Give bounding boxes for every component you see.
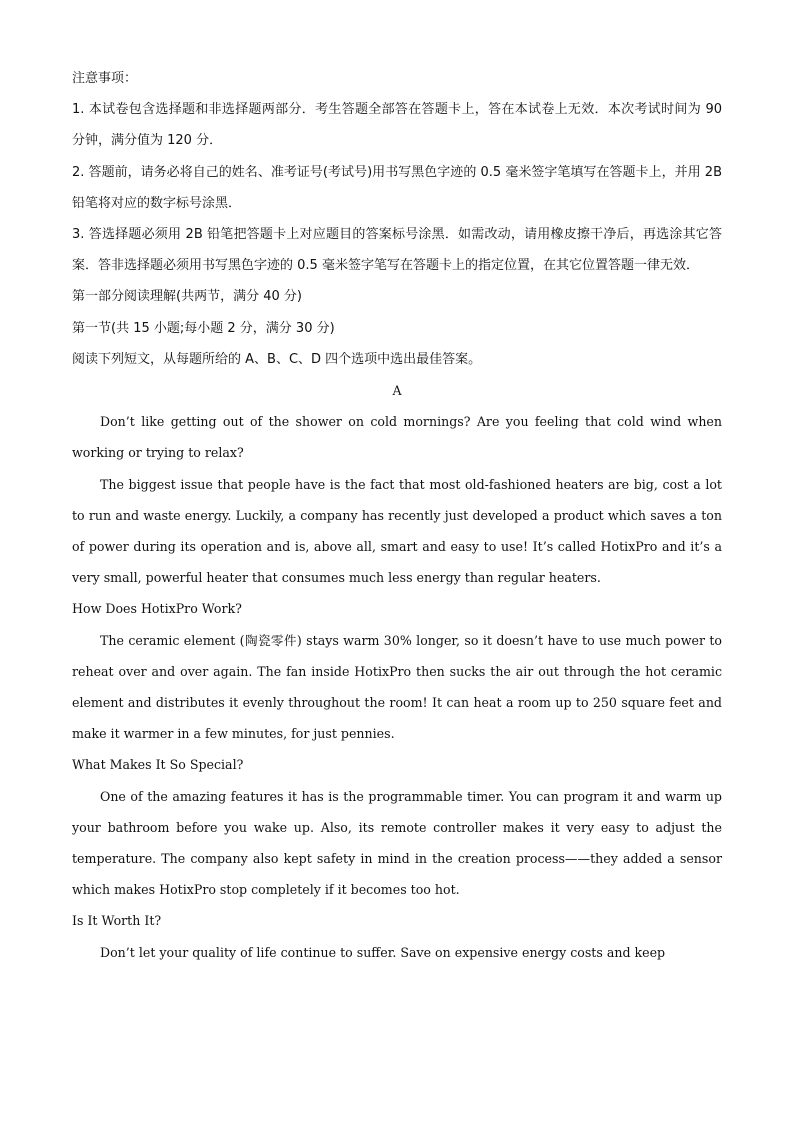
passage-subheading-3: Is It Worth It? [72, 913, 162, 929]
notice-item-1: 1. 本试卷包含选择题和非选择题两部分．考生答题全部答在答题卡上，答在本试卷上无效．本次考试时间为 90 分钟，满分值为 120 分． [72, 102, 722, 149]
passage-paragraph-2: The biggest issue that people have is the fact that most old-fashioned heaters are big, cost a lot to run and waste energy. Luckily, a company has recently just developed a product which saves a ton of power during its operation and is, above all, smart and easy to use! It’s called HotixPro and it’s a very small, powerful heater that consumes much less energy than regular heaters. [72, 476, 722, 586]
passage-paragraph-4: One of the amazing features it has is the programmable timer. You can program it and warm up your bathroom before you wake up. Also, its remote controller makes it very easy to adjust the temperature. The company also kept safety in mind in the creation process——they added a sensor which makes HotixPro stop completely if it becomes too hot. [72, 788, 722, 898]
section-instruction: 阅读下列短文，从每题所给的 A、B、C、D 四个选项中选出最佳答案。 [72, 351, 482, 367]
part-title: 第一部分阅读理解(共两节，满分 40 分) [72, 289, 302, 305]
notice-heading: 注意事项： [72, 71, 138, 86]
passage-paragraph-5: Don’t let your quality of life continue to suffer. Save on expensive energy costs and keep [100, 944, 666, 960]
passage-subheading-1: How Does HotixPro Work? [72, 601, 242, 617]
notice-item-2: 2. 答题前，请务必将自己的姓名、准考证号(考试号)用书写黑色字迹的 0.5 毫米签字笔填写在答题卡上，并用 2B 铅笔将对应的数字标号涂黑． [72, 164, 722, 211]
passage-paragraph-1: Don’t like getting out of the shower on cold mornings? Are you feeling that cold wind when working or trying to relax? [72, 414, 722, 461]
passage-paragraph-3: The ceramic element (陶瓷零件) stays warm 30% longer, so it doesn’t have to use much power to reheat over and over again. The fan inside HotixPro then sucks the air out through the hot ceramic element and distributes it evenly throughout the room! It can heat a room up to 250 square feet and make it warmer in a few minutes, for just pennies. [72, 632, 722, 742]
passage-subheading-2: What Makes It So Special? [72, 757, 244, 773]
page-content [72, 63, 722, 968]
notice-item-3: 3. 答选择题必须用 2B 铅笔把答题卡上对应题目的答案标号涂黑．如需改动，请用橡皮擦干净后，再选涂其它答案．答非选择题必须用书写黑色字迹的 0.5 毫米签字笔写在答题卡上的指定位置，在其它位置答题一律无效． [72, 227, 722, 274]
passage-letter: A [392, 383, 402, 399]
section-title: 第一节(共 15 小题;每小题 2 分，满分 30 分) [72, 320, 335, 336]
